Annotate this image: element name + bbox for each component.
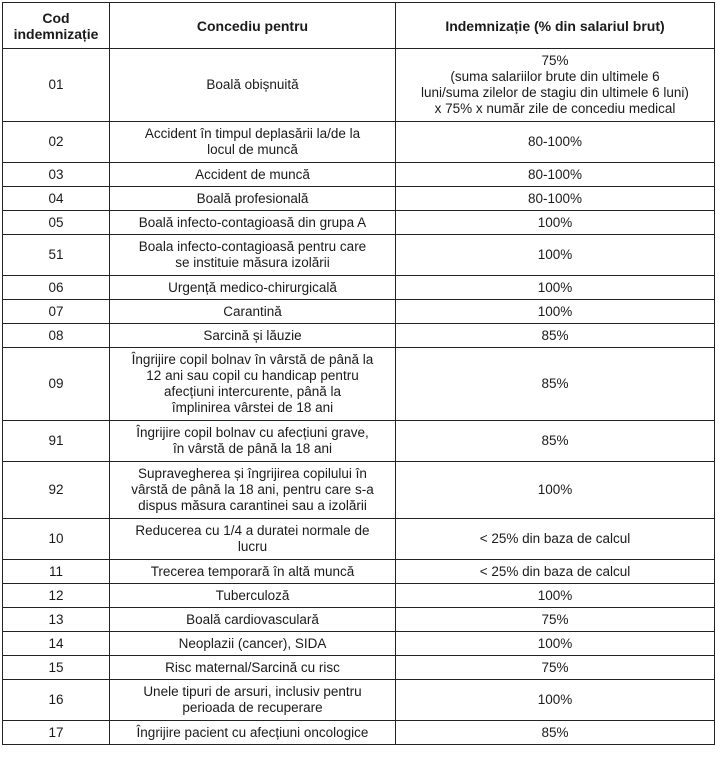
cell-code: 91 [3,421,110,462]
table-row [3,324,715,348]
cell-allowance: 75% (suma salariilor brute din ultimele 6 luni/suma zilelor de stagiu din ultimele 6 luni) x 75% x număr zile de concediu medical [396,49,715,122]
cell-code: 05 [3,211,110,235]
cell-allowance: < 25% din baza de calcul [396,560,715,584]
table-body [3,49,715,745]
cell-leave: Boală obișnuită [110,49,396,122]
table-row [3,211,715,235]
header-allowance: Indemnizație (% din salariul brut) [396,3,715,49]
cell-code: 10 [3,519,110,560]
cell-leave: Boală infecto-contagioasă din grupa A [110,211,396,235]
cell-allowance: 100% [396,276,715,300]
header-code: Cod indemnizație [3,3,110,49]
cell-code: 15 [3,656,110,680]
cell-allowance: 75% [396,656,715,680]
cell-code: 13 [3,608,110,632]
cell-code: 07 [3,300,110,324]
table-row [3,348,715,421]
cell-allowance: 100% [396,632,715,656]
cell-leave: Boală cardiovasculară [110,608,396,632]
cell-leave: Urgență medico-chirurgicală [110,276,396,300]
header-leave: Concediu pentru [110,3,396,49]
cell-leave: Sarcină și lăuzie [110,324,396,348]
cell-allowance: < 25% din baza de calcul [396,519,715,560]
cell-leave: Accident în timpul deplasării la/de la locul de muncă [110,122,396,163]
cell-code: 92 [3,462,110,519]
cell-code: 01 [3,49,110,122]
cell-allowance: 80-100% [396,163,715,187]
cell-code: 12 [3,584,110,608]
table-row [3,680,715,721]
table-row [3,421,715,462]
cell-code: 16 [3,680,110,721]
table-row [3,276,715,300]
cell-allowance: 85% [396,721,715,745]
table-row [3,656,715,680]
cell-code: 06 [3,276,110,300]
cell-code: 11 [3,560,110,584]
cell-leave: Boala infecto-contagioasă pentru care se instituie măsura izolării [110,235,396,276]
cell-leave: Îngrijire copil bolnav în vârstă de până la 12 ani sau copil cu handicap pentru afecțiuni intercurente, până la împlinirea vârstei de 18 ani [110,348,396,421]
cell-leave: Neoplazii (cancer), SIDA [110,632,396,656]
cell-allowance: 85% [396,348,715,421]
table-row [3,519,715,560]
cell-leave: Tuberculoză [110,584,396,608]
medical-leave-table [2,2,715,745]
table-row [3,721,715,745]
cell-allowance: 85% [396,324,715,348]
cell-allowance: 100% [396,680,715,721]
cell-code: 17 [3,721,110,745]
cell-code: 09 [3,348,110,421]
table-row [3,632,715,656]
cell-code: 08 [3,324,110,348]
cell-allowance: 85% [396,421,715,462]
cell-allowance: 100% [396,462,715,519]
cell-leave: Risc maternal/Sarcină cu risc [110,656,396,680]
table-row [3,300,715,324]
table-row [3,462,715,519]
header-row [3,3,715,49]
cell-leave: Supravegherea și îngrijirea copilului în vârstă de până la 18 ani, pentru care s-a dispus măsura carantinei sau a izolării [110,462,396,519]
table-row [3,49,715,122]
cell-allowance: 100% [396,211,715,235]
cell-allowance: 100% [396,235,715,276]
table-row [3,584,715,608]
cell-code: 14 [3,632,110,656]
cell-code: 03 [3,163,110,187]
table-row [3,122,715,163]
cell-allowance: 80-100% [396,122,715,163]
table-row [3,560,715,584]
cell-allowance: 100% [396,300,715,324]
cell-code: 51 [3,235,110,276]
cell-allowance: 100% [396,584,715,608]
cell-leave: Îngrijire pacient cu afecțiuni oncologice [110,721,396,745]
cell-code: 04 [3,187,110,211]
table-row [3,235,715,276]
cell-leave: Accident de muncă [110,163,396,187]
table-row [3,608,715,632]
cell-leave: Carantină [110,300,396,324]
cell-allowance: 75% [396,608,715,632]
table-row [3,187,715,211]
cell-leave: Boală profesională [110,187,396,211]
cell-code: 02 [3,122,110,163]
cell-leave: Unele tipuri de arsuri, inclusiv pentru perioada de recuperare [110,680,396,721]
cell-leave: Reducerea cu 1/4 a duratei normale de lucru [110,519,396,560]
cell-leave: Trecerea temporară în altă muncă [110,560,396,584]
cell-allowance: 80-100% [396,187,715,211]
cell-leave: Îngrijire copil bolnav cu afecțiuni grave, în vârstă de până la 18 ani [110,421,396,462]
table-row [3,163,715,187]
